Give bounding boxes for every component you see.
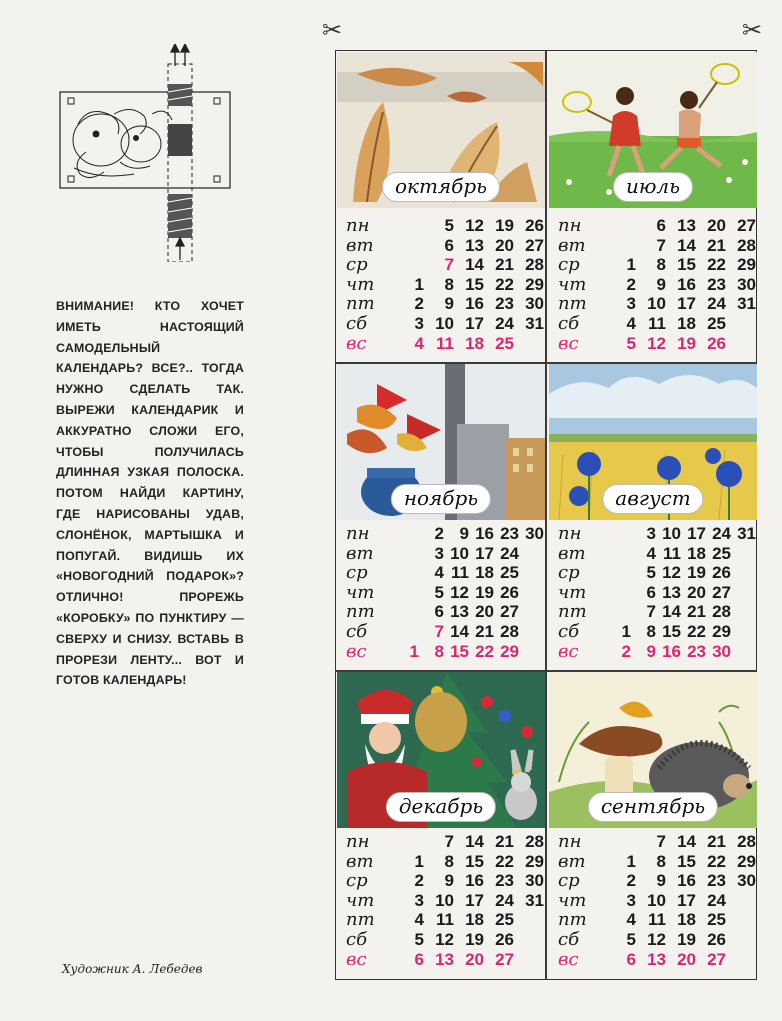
- weekday-label: вс: [558, 640, 579, 662]
- december-days: [340, 832, 545, 969]
- date-number: 30: [737, 274, 756, 294]
- column-divider: [545, 50, 547, 980]
- date-number: 16: [465, 294, 484, 314]
- date-number: 17: [465, 890, 484, 910]
- date-number: 9: [646, 641, 656, 661]
- date-number: 18: [475, 563, 494, 583]
- date-number: 15: [465, 851, 484, 871]
- weekday-label: вс: [558, 948, 579, 970]
- weekday-label: пт: [558, 293, 587, 315]
- date-number: 27: [707, 949, 726, 969]
- weekday-label: пн: [346, 523, 370, 544]
- weekday-label: сб: [558, 620, 580, 642]
- date-number: 19: [677, 333, 696, 353]
- weekday-label: чт: [558, 581, 587, 603]
- weekday-row: [552, 852, 757, 872]
- date-number: 9: [459, 524, 469, 543]
- date-number: 31: [737, 524, 756, 543]
- date-number: 16: [475, 524, 494, 543]
- date-number: 23: [495, 294, 514, 314]
- date-number: 3: [646, 524, 656, 543]
- weekday-label: вт: [346, 542, 374, 564]
- weekday-row: [340, 216, 545, 236]
- date-number: 20: [495, 235, 514, 255]
- date-number: 1: [409, 641, 419, 661]
- date-number: 24: [707, 294, 726, 314]
- weekday-row: [552, 314, 757, 334]
- weekday-row: [552, 602, 757, 622]
- date-number: 21: [495, 255, 514, 275]
- weekday-label: вт: [558, 542, 586, 564]
- date-number: 15: [450, 641, 469, 661]
- weekday-row: [340, 642, 545, 662]
- weekday-label: вс: [346, 640, 367, 662]
- month-label: октябрь: [382, 172, 500, 202]
- date-number: 10: [435, 313, 454, 333]
- date-number: 19: [465, 929, 484, 949]
- weekday-row: [552, 832, 757, 852]
- artist-credit: Художник А. Лебедев: [62, 962, 203, 976]
- date-number: 3: [414, 890, 424, 910]
- date-number: 2: [621, 641, 631, 661]
- weekday-label: чт: [346, 581, 375, 603]
- date-number: 25: [495, 333, 514, 353]
- date-number: 10: [435, 890, 454, 910]
- date-number: 22: [475, 641, 494, 661]
- folding-diagram: [56, 44, 236, 262]
- date-number: 21: [687, 602, 706, 622]
- date-number: 8: [444, 851, 454, 871]
- date-number: 11: [663, 543, 681, 563]
- date-number: 17: [475, 543, 494, 563]
- date-number: 20: [677, 949, 696, 969]
- date-number: 5: [434, 582, 444, 602]
- date-number: 8: [646, 621, 656, 641]
- date-number: 3: [414, 313, 424, 333]
- weekday-label: сб: [346, 312, 368, 334]
- date-number: 22: [707, 851, 726, 871]
- date-number: 15: [662, 621, 681, 641]
- date-number: 7: [444, 832, 454, 851]
- weekday-row: [340, 622, 545, 642]
- month-label: август: [602, 484, 703, 514]
- date-number: 13: [465, 235, 484, 255]
- date-number: 6: [434, 602, 444, 622]
- date-number: 31: [737, 294, 756, 314]
- date-number: 1: [621, 621, 631, 641]
- date-number: 9: [444, 294, 454, 314]
- date-number: 12: [465, 216, 484, 235]
- date-number: 14: [677, 235, 696, 255]
- date-number: 24: [707, 890, 726, 910]
- date-number: 12: [435, 929, 454, 949]
- weekday-label: вт: [558, 850, 586, 872]
- date-number: 24: [712, 524, 731, 543]
- date-number: 6: [646, 582, 656, 602]
- date-number: 20: [465, 949, 484, 969]
- date-number: 15: [465, 274, 484, 294]
- weekday-row: [340, 294, 545, 314]
- date-number: 7: [656, 235, 666, 255]
- date-number: 18: [465, 333, 484, 353]
- september-days: [552, 832, 757, 969]
- date-number: 13: [647, 949, 666, 969]
- weekday-row: [340, 602, 545, 622]
- picture-july: [549, 52, 757, 208]
- date-number: 4: [414, 910, 424, 930]
- date-number: 11: [648, 313, 666, 333]
- date-number: 3: [626, 890, 636, 910]
- date-number: 14: [465, 255, 484, 275]
- picture-november: [337, 364, 545, 520]
- date-number: 4: [626, 313, 636, 333]
- date-number: 20: [475, 602, 494, 622]
- date-number: 30: [712, 641, 731, 661]
- date-number: 5: [444, 216, 454, 235]
- date-number: 26: [707, 929, 726, 949]
- date-number: 17: [677, 890, 696, 910]
- date-number: 22: [495, 274, 514, 294]
- weekday-label: ср: [558, 254, 580, 276]
- weekday-label: вс: [558, 332, 579, 354]
- date-number: 6: [414, 949, 424, 969]
- date-number: 8: [434, 641, 444, 661]
- date-number: 19: [687, 563, 706, 583]
- weekday-row: [552, 910, 757, 930]
- weekday-row: [340, 544, 545, 564]
- weekday-row: [552, 294, 757, 314]
- date-number: 23: [707, 274, 726, 294]
- date-number: 7: [434, 621, 444, 641]
- month-label: сентябрь: [588, 792, 718, 822]
- date-number: 12: [450, 582, 469, 602]
- date-number: 20: [687, 582, 706, 602]
- date-number: 1: [414, 274, 424, 294]
- date-number: 4: [434, 563, 444, 583]
- weekday-row: [340, 891, 545, 911]
- weekday-label: пт: [346, 293, 375, 315]
- date-number: 18: [465, 910, 484, 930]
- weekday-label: вс: [346, 948, 367, 970]
- weekday-label: сб: [558, 928, 580, 950]
- weekday-label: пт: [558, 601, 587, 623]
- weekday-label: пн: [558, 831, 582, 852]
- date-number: 30: [525, 524, 544, 543]
- date-number: 12: [647, 333, 666, 353]
- weekday-row: [340, 930, 545, 950]
- date-number: 11: [648, 910, 666, 930]
- weekday-row: [340, 852, 545, 872]
- date-number: 7: [656, 832, 666, 851]
- date-number: 25: [495, 910, 514, 930]
- date-number: 4: [646, 543, 656, 563]
- weekday-row: [552, 255, 757, 275]
- date-number: 8: [444, 274, 454, 294]
- date-number: 3: [434, 543, 444, 563]
- date-number: 12: [662, 563, 681, 583]
- date-number: 27: [500, 602, 519, 622]
- date-number: 14: [450, 621, 469, 641]
- weekday-row: [340, 583, 545, 603]
- date-number: 29: [737, 851, 756, 871]
- date-number: 30: [525, 871, 544, 891]
- date-number: 13: [435, 949, 454, 969]
- november-days: [340, 524, 545, 661]
- date-number: 28: [500, 621, 519, 641]
- date-number: 29: [712, 621, 731, 641]
- date-number: 3: [626, 294, 636, 314]
- weekday-label: вс: [346, 332, 367, 354]
- weekday-label: чт: [558, 889, 587, 911]
- date-number: 28: [737, 832, 756, 851]
- date-number: 5: [626, 929, 636, 949]
- weekday-row: [340, 334, 545, 354]
- date-number: 13: [662, 582, 681, 602]
- date-number: 26: [525, 216, 544, 235]
- month-label: ноябрь: [391, 484, 491, 514]
- picture-october: [337, 52, 545, 208]
- date-number: 15: [677, 255, 696, 275]
- weekday-row: [552, 583, 757, 603]
- weekday-label: чт: [346, 273, 375, 295]
- weekday-label: пн: [558, 215, 582, 236]
- date-number: 1: [626, 851, 636, 871]
- date-number: 10: [647, 890, 666, 910]
- august-days: [552, 524, 757, 661]
- date-number: 6: [656, 216, 666, 235]
- weekday-row: [552, 930, 757, 950]
- weekday-row: [552, 891, 757, 911]
- weekday-row: [340, 910, 545, 930]
- date-number: 2: [626, 274, 636, 294]
- date-number: 25: [707, 910, 726, 930]
- date-number: 21: [495, 832, 514, 851]
- weekday-row: [552, 275, 757, 295]
- date-number: 25: [500, 563, 519, 583]
- date-number: 4: [414, 333, 424, 353]
- weekday-label: сб: [346, 620, 368, 642]
- date-number: 10: [647, 294, 666, 314]
- month-label: декабрь: [386, 792, 496, 822]
- scissors-icon: ✂: [322, 16, 343, 44]
- date-number: 17: [465, 313, 484, 333]
- weekday-label: ср: [558, 562, 580, 584]
- weekday-label: пн: [558, 523, 582, 544]
- weekday-label: вт: [558, 234, 586, 256]
- date-number: 1: [414, 851, 424, 871]
- picture-december: [337, 672, 545, 828]
- date-number: 15: [677, 851, 696, 871]
- weekday-label: ср: [346, 254, 368, 276]
- date-number: 9: [656, 871, 666, 891]
- weekday-label: чт: [558, 273, 587, 295]
- date-number: 18: [677, 313, 696, 333]
- weekday-row: [340, 275, 545, 295]
- date-number: 5: [414, 929, 424, 949]
- weekday-row: [340, 314, 545, 334]
- weekday-label: сб: [346, 928, 368, 950]
- date-number: 23: [495, 871, 514, 891]
- date-number: 2: [626, 871, 636, 891]
- picture-august: [549, 364, 757, 520]
- date-number: 1: [626, 255, 636, 275]
- weekday-label: пн: [346, 831, 370, 852]
- date-number: 31: [525, 890, 544, 910]
- weekday-label: пт: [558, 909, 587, 931]
- month-label: июль: [613, 172, 693, 202]
- date-number: 9: [656, 274, 666, 294]
- date-number: 2: [414, 294, 424, 314]
- date-number: 23: [687, 641, 706, 661]
- weekday-row: [552, 544, 757, 564]
- weekday-row: [340, 871, 545, 891]
- october-days: [340, 216, 545, 353]
- date-number: 13: [450, 602, 469, 622]
- weekday-row: [552, 622, 757, 642]
- date-number: 29: [525, 851, 544, 871]
- instructions-text: ВНИМАНИЕ! КТО ХОЧЕТ ИМЕТЬ НАСТОЯЩИЙ САМОДЕЛЬНЫЙ КАЛЕНДАРЬ? ВСЕ?.. ТОГДА НУЖНО СДЕЛАТЬ ТАК. ВЫРЕЖИ КАЛЕНДАРИК И АККУРАТНО СЛОЖИ ЕГО, ЧТОБЫ ПОЛУЧИЛАСЬ ДЛИННАЯ УЗКАЯ ПОЛОСКА. ПОТОМ НАЙДИ КАРТИНУ, ГДЕ НАРИСОВАНЫ УДАВ, СЛОНЁНОК, МАРТЫШКА И ПОПУГАЙ. ВИДИШЬ ИХ «НОВОГОДНИЙ ПОДАРОК»? ОТЛИЧНО! ПРОРЕЖЬ «КОРОБКУ» ПО ПУНКТИРУ — СВЕРХУ И СНИЗУ. ВСТАВЬ В ПРОРЕЗИ ЛЕНТУ... ВОТ И ГОТОВ КАЛЕНДАРЬ!: [56, 299, 244, 688]
- date-number: 12: [647, 929, 666, 949]
- weekday-label: ср: [346, 562, 368, 584]
- date-number: 26: [707, 333, 726, 353]
- date-number: 19: [495, 216, 514, 235]
- date-number: 14: [465, 832, 484, 851]
- weekday-row: [552, 334, 757, 354]
- date-number: 30: [737, 871, 756, 891]
- date-number: 18: [687, 543, 706, 563]
- date-number: 4: [626, 910, 636, 930]
- date-number: 8: [656, 851, 666, 871]
- date-number: 27: [737, 216, 756, 235]
- date-number: 31: [525, 313, 544, 333]
- date-number: 19: [475, 582, 494, 602]
- date-number: 23: [500, 524, 519, 543]
- date-number: 2: [414, 871, 424, 891]
- date-number: 25: [712, 543, 731, 563]
- date-number: 16: [465, 871, 484, 891]
- date-number: 22: [707, 255, 726, 275]
- date-number: 27: [525, 235, 544, 255]
- date-number: 24: [495, 313, 514, 333]
- date-number: 26: [712, 563, 731, 583]
- weekday-row: [340, 563, 545, 583]
- picture-september: [549, 672, 757, 828]
- weekday-label: вт: [346, 234, 374, 256]
- date-number: 9: [444, 871, 454, 891]
- date-number: 25: [707, 313, 726, 333]
- date-number: 7: [646, 602, 656, 622]
- date-number: 28: [525, 832, 544, 851]
- date-number: 23: [707, 871, 726, 891]
- date-number: 29: [525, 274, 544, 294]
- weekday-row: [552, 950, 757, 970]
- date-number: 22: [495, 851, 514, 871]
- weekday-row: [340, 255, 545, 275]
- weekday-label: ср: [346, 870, 368, 892]
- date-number: 10: [450, 543, 469, 563]
- date-number: 17: [687, 524, 706, 543]
- date-number: 17: [677, 294, 696, 314]
- weekday-row: [340, 832, 545, 852]
- weekday-label: ср: [558, 870, 580, 892]
- july-days: [552, 216, 757, 353]
- date-number: 29: [500, 641, 519, 661]
- date-number: 11: [436, 910, 454, 930]
- date-number: 11: [451, 563, 469, 583]
- date-number: 27: [495, 949, 514, 969]
- date-number: 21: [475, 621, 494, 641]
- date-number: 8: [656, 255, 666, 275]
- date-number: 16: [662, 641, 681, 661]
- date-number: 24: [495, 890, 514, 910]
- scissors-icon: ✂: [742, 16, 763, 44]
- date-number: 16: [677, 274, 696, 294]
- date-number: 28: [525, 255, 544, 275]
- date-number: 27: [712, 582, 731, 602]
- weekday-label: вт: [346, 850, 374, 872]
- date-number: 6: [444, 235, 454, 255]
- date-number: 14: [677, 832, 696, 851]
- date-number: 18: [677, 910, 696, 930]
- weekday-row: [552, 216, 757, 236]
- weekday-label: пт: [346, 601, 375, 623]
- date-number: 26: [500, 582, 519, 602]
- date-number: 14: [662, 602, 681, 622]
- date-number: 10: [662, 524, 681, 543]
- date-number: 7: [444, 255, 454, 275]
- date-number: 2: [434, 524, 444, 543]
- weekday-row: [340, 950, 545, 970]
- weekday-row: [340, 524, 545, 544]
- date-number: 28: [712, 602, 731, 622]
- date-number: 29: [737, 255, 756, 275]
- weekday-row: [552, 642, 757, 662]
- date-number: 22: [687, 621, 706, 641]
- date-number: 13: [677, 216, 696, 235]
- date-number: 5: [646, 563, 656, 583]
- date-number: 30: [525, 294, 544, 314]
- date-number: 28: [737, 235, 756, 255]
- weekday-row: [552, 563, 757, 583]
- date-number: 16: [677, 871, 696, 891]
- weekday-label: сб: [558, 312, 580, 334]
- date-number: 11: [436, 333, 454, 353]
- date-number: 6: [626, 949, 636, 969]
- date-number: 26: [495, 929, 514, 949]
- date-number: 21: [707, 832, 726, 851]
- weekday-row: [552, 236, 757, 256]
- date-number: 5: [626, 333, 636, 353]
- weekday-label: пн: [346, 215, 370, 236]
- weekday-label: чт: [346, 889, 375, 911]
- weekday-row: [340, 236, 545, 256]
- date-number: 20: [707, 216, 726, 235]
- date-number: 21: [707, 235, 726, 255]
- weekday-label: пт: [346, 909, 375, 931]
- date-number: 19: [677, 929, 696, 949]
- weekday-row: [552, 871, 757, 891]
- date-number: 24: [500, 543, 519, 563]
- weekday-row: [552, 524, 757, 544]
